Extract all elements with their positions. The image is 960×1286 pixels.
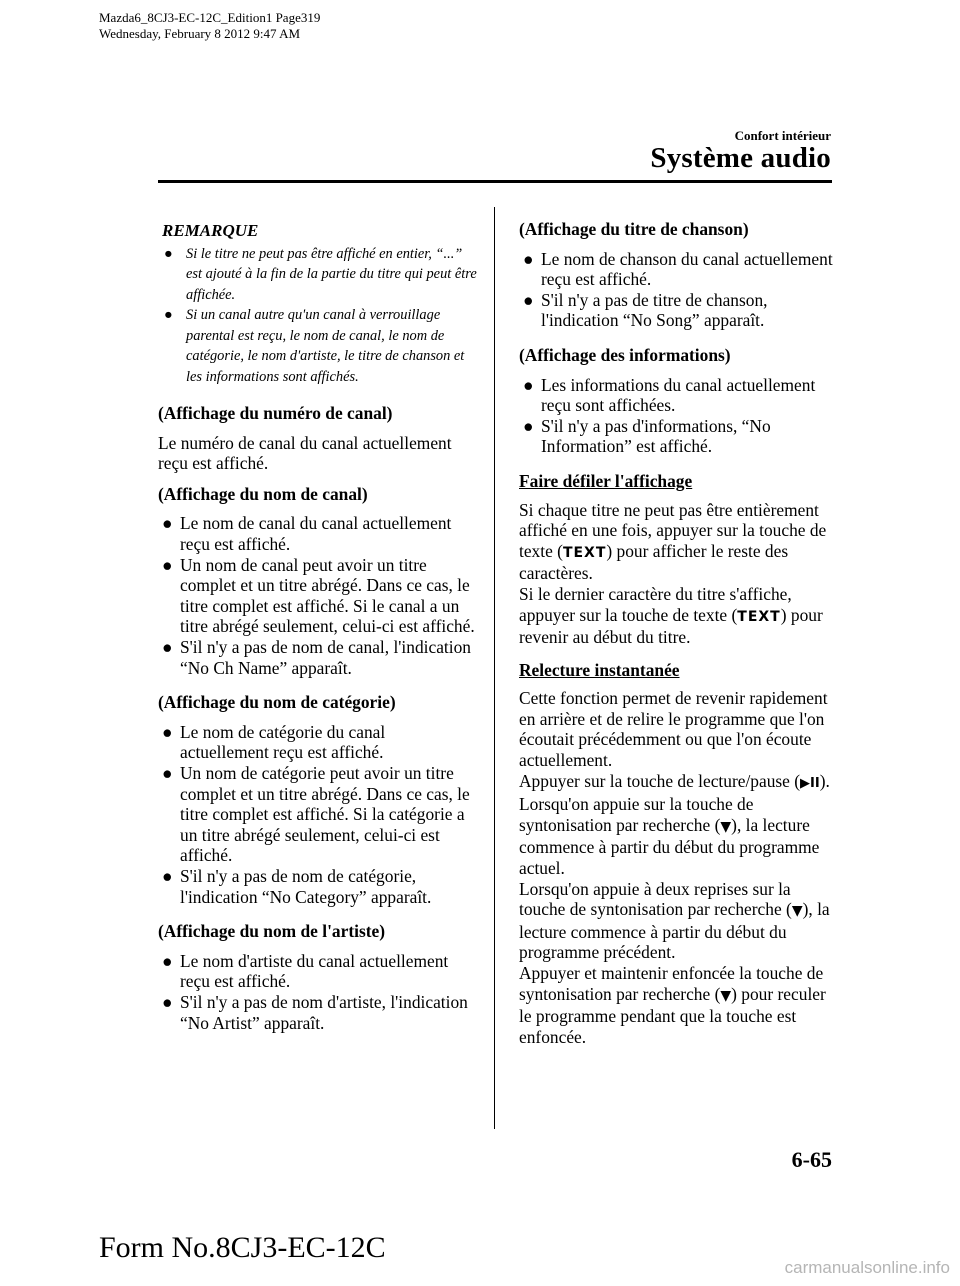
file-header: [99, 10, 320, 42]
bullet-icon: ●: [523, 289, 534, 310]
categorie-list: [158, 722, 478, 907]
paragraph-defiler: Si chaque titre ne peut pas être entièrement affiché en une fois, appuyer sur la touche de texte (TEXT) pour afficher le reste des caractères. Si le dernier caractère du titre s'affiche, appuyer sur la touche de texte (TEXT) pour revenir au début du titre.: [519, 499, 827, 648]
bullet-icon: ●: [162, 513, 173, 534]
list-item: ● Les informations du canal actuellement reçu sont affichées.: [523, 374, 816, 416]
heading-relecture: Relecture instantanée: [519, 659, 680, 680]
heading-faire-defiler: Faire défiler l'affichage: [519, 470, 693, 491]
list-item: ● Un nom de canal peut avoir un titre complet et un titre abrégé. Dans ce cas, le titre complet est affiché. Si le canal a un titre abrégé seulement, celui-ci est affiché.: [162, 554, 475, 637]
canal-nom-list: [158, 513, 478, 678]
bullet-icon: ●: [164, 245, 173, 262]
list-item: ● Si un canal autre qu'un canal à verrouillage parental est reçu, le nom de canal, le nom de catégorie, le nom d'artiste, le titre de chanson et les informations sont affichés.: [164, 307, 465, 385]
paragraph: Le numéro de canal du canal actuellement reçu est affiché.: [158, 432, 452, 474]
bullet-icon: ●: [162, 950, 173, 971]
list-item: ● Le nom de canal du canal actuellement reçu est affiché.: [162, 513, 452, 555]
section-subtitle: Confort intérieur: [734, 128, 831, 143]
list-item: ● S'il n'y a pas de nom d'artiste, l'indication “No Artist” apparaît.: [162, 991, 468, 1033]
down-arrow-icon: ▼: [720, 818, 732, 835]
list-item: ● Le nom de chanson du canal actuellement reçu est affiché.: [523, 248, 833, 290]
form-number: Form No.8CJ3-EC-12C: [99, 1231, 386, 1264]
heading-canal-numero: (Affichage du numéro de canal): [158, 403, 393, 424]
paragraph-relecture: Cette fonction permet de revenir rapidement en arrière et de relire le programme que l'on écoutait précédemment ou que l'on écoute actuellement. Appuyer sur la touche de lecture/pause (▶II). Lorsqu'on appuie sur la touche de syntonisation par recherche (▼), la lecture commence à partir du début du programme actuel. Lorsqu'on appuie à deux reprises sur la touche de syntonisation par recherche (▼), la lecture commence à partir du début du programme précédent. Appuyer et maintenir enfoncée la touche de syntonisation par recherche (▼) pour reculer le programme pendant que la touche est enfoncée.: [519, 688, 830, 1047]
down-arrow-icon: ▼: [720, 987, 732, 1004]
list-item: ● S'il n'y a pas de nom de canal, l'indication “No Ch Name” apparaît.: [162, 637, 471, 678]
bullet-icon: ●: [162, 763, 173, 783]
heading-chanson: (Affichage du titre de chanson): [519, 219, 749, 239]
down-arrow-icon: ▼: [791, 903, 803, 920]
file-header-line1: Mazda6_8CJ3-EC-12C_Edition1 Page319: [99, 10, 321, 25]
column-divider: [494, 207, 495, 1129]
list-item: ● Si le titre ne peut pas être affiché en entier, “...” est ajouté à la fin de la partie du titre qui peut être affichée.: [164, 245, 477, 303]
list-item: ● S'il n'y a pas d'informations, “No Information” est affiché.: [523, 415, 771, 457]
left-column: [158, 219, 478, 1033]
text-key-icon: TEXT: [737, 608, 781, 625]
bullet-icon: ●: [162, 554, 173, 575]
artiste-list: [158, 951, 478, 1033]
heading-categorie: (Affichage du nom de catégorie): [158, 692, 396, 713]
list-item: ● S'il n'y a pas de nom de catégorie, l'indication “No Category” apparaît.: [162, 865, 432, 907]
bullet-icon: ●: [523, 248, 534, 269]
heading-canal-nom: (Affichage du nom de canal): [158, 483, 368, 504]
list-item: ● S'il n'y a pas de titre de chanson, l'indication “No Song” apparaît.: [523, 289, 768, 331]
bullet-icon: ●: [523, 415, 534, 436]
bullet-icon: ●: [162, 637, 173, 658]
right-column: [519, 219, 835, 1056]
watermark: carmanualsonline.info: [784, 1258, 950, 1277]
section-title: Système audio: [650, 142, 831, 174]
infos-list: [519, 375, 835, 457]
page-number: 6-65: [791, 1147, 832, 1172]
header-rule: [158, 180, 832, 183]
list-item: ● Le nom d'artiste du canal actuellement reçu est affiché.: [162, 950, 449, 992]
text-key-icon: TEXT: [562, 544, 607, 561]
list-item: ● Le nom de catégorie du canal actuellement reçu est affiché.: [162, 721, 386, 763]
bullet-icon: ●: [162, 865, 173, 886]
remarque-list: [162, 244, 478, 388]
heading-informations: (Affichage des informations): [519, 344, 731, 365]
list-item: ● Un nom de catégorie peut avoir un titre complet et un titre abrégé. Dans ce cas, le titre complet est affiché. Si la catégorie a un titre abrégé seulement, celui-ci est affiché.: [162, 763, 470, 866]
bullet-icon: ●: [162, 721, 173, 742]
heading-artiste: (Affichage du nom de l'artiste): [158, 921, 386, 942]
bullet-icon: ●: [164, 307, 173, 324]
file-header-line2: Wednesday, February 8 2012 9:47 AM: [99, 26, 301, 41]
bullet-icon: ●: [162, 991, 173, 1012]
bullet-icon: ●: [523, 374, 534, 395]
play-pause-icon: ▶II: [800, 775, 820, 791]
chanson-list: [519, 249, 835, 331]
remarque-title: REMARQUE: [162, 221, 259, 240]
